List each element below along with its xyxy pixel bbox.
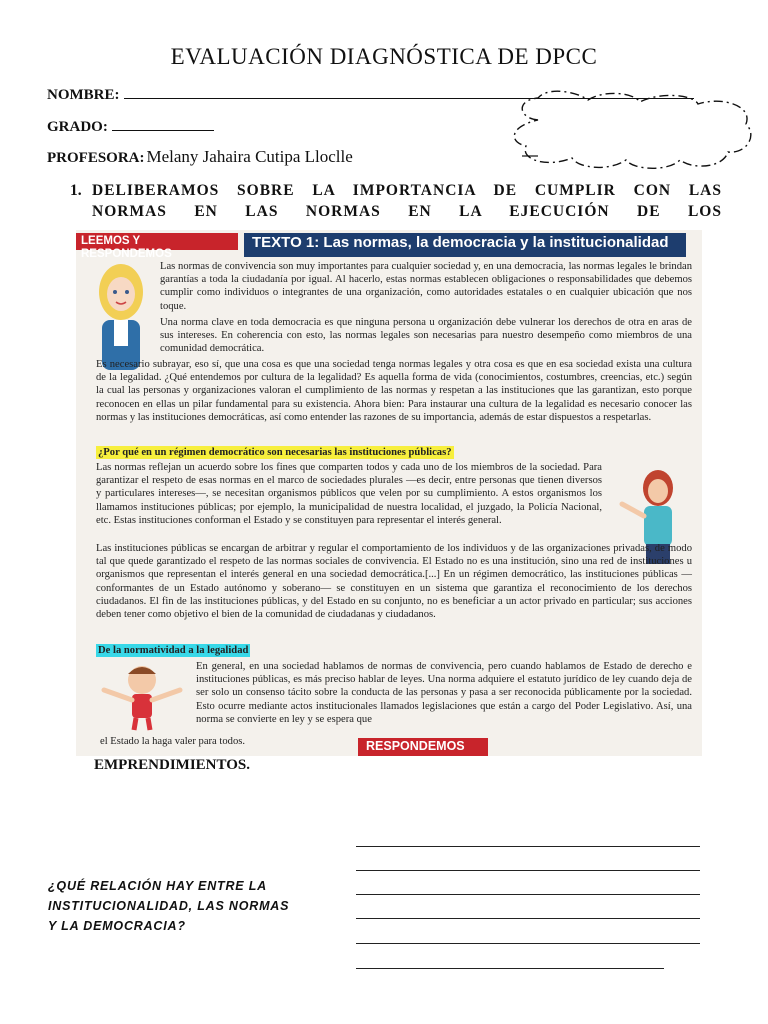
question-1-number: 1.: [70, 182, 82, 199]
grade-field[interactable]: [47, 118, 214, 136]
answer-line[interactable]: [356, 846, 700, 847]
grade-label: GRADO:: [47, 119, 108, 135]
answer-line[interactable]: [356, 968, 664, 969]
paragraph-5: Las instituciones públicas se encargan de arbitrar y regular el comportamiento de los individuos y de las organizaciones privadas, de modo tal que quede garantizado el respeto de las normas sociales de convivencia. El Estado no es una institución, sino una red de instituciones u organismos que representan el interés general en una sociedad democrática.[...] En un régimen democrático, las instituciones públicas —conformantes de un Estado autónomo y soberano— se constituyen en un sistema que garantiza el reconocimiento de los derechos ciudadanos. El fin de las instituciones públicas, y del Estado en su conjunto, no es beneficiar a un actor privado en particular; sus acciones deben tener como objetivo el bien de la comunidad de ciudadanas y ciudadanos.: [96, 543, 692, 621]
paragraph-2: Una norma clave en toda democracia es que ninguna persona u organización debe vulnerar los derechos de otra en aras de sus intereses. En coherencia con esto, las normas legales son necesarias para nuestro desempeño como miembros de una comunidad democrática.: [160, 317, 692, 355]
paragraph-6: En general, en una sociedad hablamos de normas de convivencia, pero cuando hablamos de Estado de derecho e instituciones públicas, es más preciso hablar de leyes. Una norma adquiere el estatuto jurídico de ley cuando deja de ser solo un consenso tácito sobre la conducta de las personas y pasa a ser reconocida públicamente por la sociedad. Esto ocurre mediante actos institucionales llamados legislaciones que están a cargo del Poder Legislativo. Así, una norma se convierte en ley y se espera que: [196, 661, 692, 725]
grade-blank-line[interactable]: [112, 118, 214, 131]
question-1: [70, 180, 722, 222]
question-2: ¿QUÉ RELACIÓN HAY ENTRE LA INSTITUCIONALIDAD, LAS NORMAS Y LA DEMOCRACIA?: [48, 879, 290, 933]
question-1-line2: NORMAS EN LAS NORMAS EN LA EJECUCIÓN DE LOS: [92, 203, 722, 220]
paragraph-3: Es necesario subrayar, eso sí, que una cosa es que una sociedad tenga normas legales y otra cosa es que en esa sociedad exista una cultura de la legalidad. ¿Qué entendemos por cultura de la legalidad? Es aquella forma de vida (conocimientos, costumbres, creencias, etc.) según la cual las personas y organizaciones valoran el cumplimiento de las normas y respetan a las instituciones que las garantizan, esto porque reconocen en ellas un pilar fundamental para su existencia. Ahora bien: Para instaurar una cultura de la legalidad es necesario conocer las normas y las instituciones democráticas, así como entender las razones de su importancia, además de estar dispuestos a respetarlas.: [96, 359, 692, 423]
teacher-label: PROFESORA:: [47, 150, 145, 166]
highlight-section: De la normatividad a la legalidad: [98, 645, 249, 656]
cloud-shape-icon: [508, 90, 756, 172]
paragraph-4: Las normas reflejan un acuerdo sobre los fines que comparten todos y cada uno de los miembros de la sociedad. Para garantizar el respeto de esas normas en el marco de sociedades plurales —es decir, entre personas que tienen diversos y particulares intereses—, se necesitan organismos públicos que velen por su cumplimiento. A estos organismos los llamamos instituciones públicas; por ejemplo, la municipalidad de nuestra localidad, el juzgado, la Policía Nacional, etc. Estas instituciones conforman el Estado y se constituyen para representar el interés general.: [96, 462, 602, 526]
teacher-field: [47, 147, 353, 167]
respondemos-tag: RESPONDEMOS: [358, 738, 488, 756]
teacher-name: Melany Jahaira Cutipa Llocl​le: [146, 147, 353, 166]
name-label: NOMBRE:: [47, 87, 120, 103]
continuation-text: EMPRENDIMIENTOS.: [94, 757, 250, 773]
highlight-question: ¿Por qué en un régimen democrático son necesarias las instituciones públicas?: [98, 447, 452, 458]
text-title-banner: TEXTO 1: Las normas, la democracia y la institucionalidad: [244, 233, 686, 257]
page-title: EVALUACIÓN DIAGNÓSTICA DE DPCC: [170, 44, 598, 69]
answer-line[interactable]: [356, 870, 700, 871]
paragraph-6-end: el Estado la haga valer para todos.: [100, 736, 246, 747]
answer-line[interactable]: [356, 894, 700, 895]
reading-panel: [76, 230, 702, 756]
paragraph-1: Las normas de convivencia son muy importantes para cualquier sociedad y, en una democracia, las normas legales le brindan garantías a toda la ciudadanía por igual. Al hacerlo, estas normas establecen obligaciones o responsabilidades que debemos cumplir como individuos o integrantes de una organización, como autoridades estatales o en cualquier ubicación que nos toque.: [160, 261, 692, 312]
answer-line[interactable]: [356, 918, 700, 919]
girl-reading-illustration-icon: [90, 258, 152, 374]
reading-tag: LEEMOS Y RESPONDEMOS: [76, 233, 238, 250]
question-1-line1: DELIBERAMOS SOBRE LA IMPORTANCIA DE CUMPLIR CON LAS: [92, 182, 722, 199]
child-illustration-icon: [96, 660, 186, 732]
answer-line[interactable]: [356, 943, 700, 944]
